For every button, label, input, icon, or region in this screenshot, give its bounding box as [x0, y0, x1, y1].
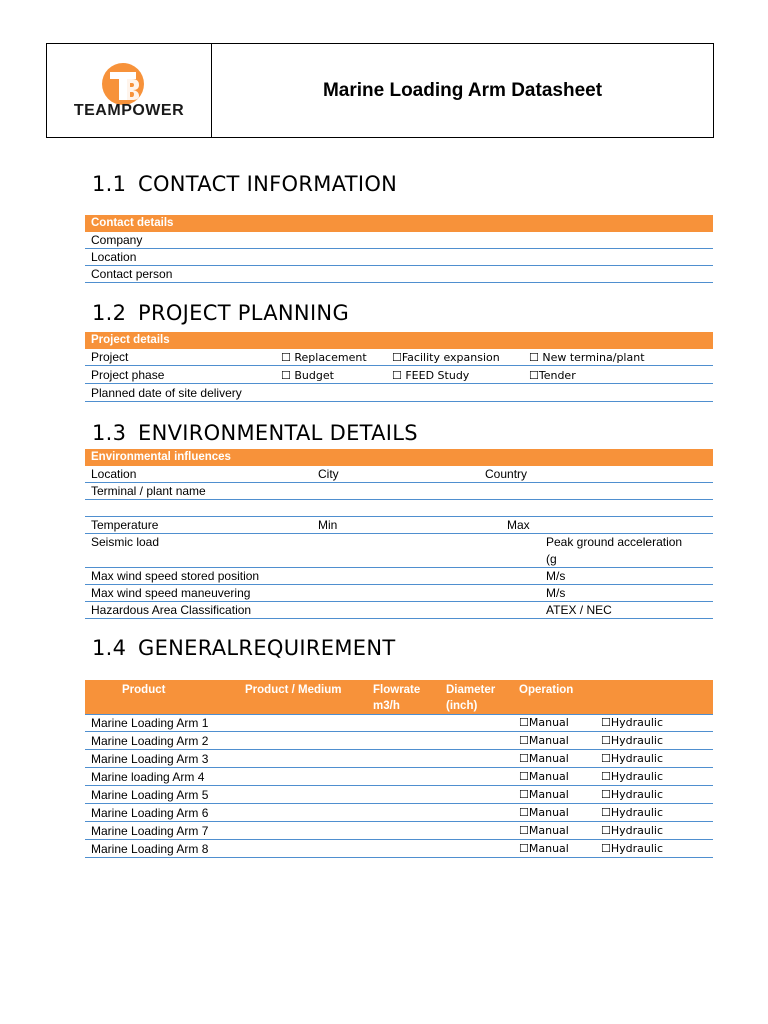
table-row	[85, 840, 713, 858]
col-operation: Operation	[519, 684, 574, 696]
manual-checkbox[interactable]: ☐Manual	[519, 752, 569, 765]
budget-checkbox[interactable]: ☐ Budget	[281, 369, 334, 382]
section-number: 1.4	[92, 636, 127, 660]
table-row	[85, 714, 713, 732]
hydraulic-checkbox[interactable]: ☐Hydraulic	[601, 770, 664, 783]
col-diameter-unit: (inch)	[446, 700, 478, 712]
contact-details-band: Contact details	[85, 215, 713, 232]
section-heading-project	[92, 301, 349, 325]
hydraulic-checkbox[interactable]: ☐Hydraulic	[601, 806, 664, 819]
replacement-checkbox[interactable]: ☐ Replacement	[281, 351, 367, 364]
col-flowrate: Flowrate	[373, 684, 421, 696]
hydraulic-checkbox[interactable]: ☐Hydraulic	[601, 752, 664, 765]
section-number: 1.1	[92, 172, 127, 196]
product-name: Marine Loading Arm 1	[91, 716, 209, 730]
section-title: ENVIRONMENTAL DETAILS	[138, 421, 418, 445]
delivery-date-row[interactable]	[85, 385, 713, 402]
row-label: Max wind speed maneuvering	[91, 586, 251, 600]
env-location-row[interactable]	[85, 466, 713, 483]
new-terminal-checkbox[interactable]: ☐ New termina/plant	[529, 351, 645, 364]
requirements-table-header	[85, 680, 713, 715]
section-heading-general-requirement	[92, 636, 395, 660]
table-row	[85, 822, 713, 840]
product-name: Marine Loading Arm 7	[91, 824, 209, 838]
temperature-row[interactable]	[85, 517, 713, 534]
hydraulic-checkbox[interactable]: ☐Hydraulic	[601, 716, 664, 729]
row-label: Company	[91, 233, 143, 247]
manual-checkbox[interactable]: ☐Manual	[519, 716, 569, 729]
row-label: Hazardous Area Classification	[91, 603, 252, 617]
manual-checkbox[interactable]: ☐Manual	[519, 842, 569, 855]
manual-checkbox[interactable]: ☐Manual	[519, 788, 569, 801]
project-phase-row	[85, 367, 713, 384]
row-label: Location	[91, 250, 137, 264]
col-flowrate-unit: m3/h	[373, 700, 400, 712]
project-row	[85, 349, 713, 366]
hydraulic-checkbox[interactable]: ☐Hydraulic	[601, 734, 664, 747]
terminal-name-row[interactable]	[85, 483, 713, 500]
facility-expansion-checkbox[interactable]: ☐Facility expansion	[392, 351, 500, 364]
product-name: Marine Loading Arm 5	[91, 788, 209, 802]
environmental-influences-band: Environmental influences	[85, 449, 713, 466]
wind-maneuvering-row[interactable]	[85, 585, 713, 602]
city-label: City	[318, 467, 339, 481]
hydraulic-checkbox[interactable]: ☐Hydraulic	[601, 788, 664, 801]
col-product: Product	[122, 684, 166, 696]
product-name: Marine Loading Arm 2	[91, 734, 209, 748]
row-label: Terminal / plant name	[91, 484, 206, 498]
table-row	[85, 804, 713, 822]
logo-text: TEAMPOWER	[73, 102, 185, 119]
contact-row-contact-person[interactable]	[85, 266, 713, 283]
product-name: Marine loading Arm 4	[91, 770, 205, 784]
seismic-load-row[interactable]	[85, 534, 713, 568]
country-label: Country	[485, 467, 528, 481]
logo-cell	[47, 44, 212, 137]
section-heading-environment	[92, 421, 418, 445]
unit-label: M/s	[546, 586, 566, 600]
product-name: Marine Loading Arm 3	[91, 752, 209, 766]
col-product-medium: Product / Medium	[245, 684, 342, 696]
hazardous-area-row[interactable]	[85, 602, 713, 619]
project-details-band: Project details	[85, 332, 713, 349]
document-header	[46, 43, 714, 138]
row-label: Project phase	[91, 368, 165, 382]
section-title: GENERALREQUIREMENT	[138, 636, 396, 660]
product-name: Marine Loading Arm 8	[91, 842, 209, 856]
empty-row[interactable]	[85, 500, 713, 517]
peak-ground-acceleration-unit: (g	[546, 552, 557, 566]
row-label: Temperature	[91, 518, 159, 532]
table-row	[85, 768, 713, 786]
peak-ground-acceleration-label: Peak ground acceleration	[546, 535, 683, 549]
unit-label: M/s	[546, 569, 566, 583]
manual-checkbox[interactable]: ☐Manual	[519, 824, 569, 837]
row-label: Project	[91, 350, 129, 364]
table-row	[85, 750, 713, 768]
row-label: Seismic load	[91, 535, 160, 549]
manual-checkbox[interactable]: ☐Manual	[519, 806, 569, 819]
tender-checkbox[interactable]: ☐Tender	[529, 369, 576, 382]
contact-row-location[interactable]	[85, 249, 713, 266]
table-row	[85, 786, 713, 804]
row-label: Contact person	[91, 267, 173, 281]
row-label: Max wind speed stored position	[91, 569, 260, 583]
section-title: PROJECT PLANNING	[138, 301, 350, 325]
manual-checkbox[interactable]: ☐Manual	[519, 734, 569, 747]
hydraulic-checkbox[interactable]: ☐Hydraulic	[601, 824, 664, 837]
section-title: CONTACT INFORMATION	[138, 172, 398, 196]
section-number: 1.2	[92, 301, 127, 325]
max-label: Max	[507, 518, 530, 532]
hydraulic-checkbox[interactable]: ☐Hydraulic	[601, 842, 664, 855]
wind-stored-row[interactable]	[85, 568, 713, 585]
row-label: Location	[91, 467, 137, 481]
document-title: Marine Loading Arm Datasheet	[322, 80, 603, 101]
row-label: Planned date of site delivery	[91, 386, 242, 400]
min-label: Min	[318, 518, 338, 532]
table-row	[85, 732, 713, 750]
product-name: Marine Loading Arm 6	[91, 806, 209, 820]
unit-label: ATEX / NEC	[546, 603, 612, 617]
contact-row-company[interactable]	[85, 232, 713, 249]
col-diameter: Diameter	[446, 684, 496, 696]
manual-checkbox[interactable]: ☐Manual	[519, 770, 569, 783]
section-heading-contact	[92, 172, 397, 196]
section-number: 1.3	[92, 421, 127, 445]
feed-study-checkbox[interactable]: ☐ FEED Study	[392, 369, 470, 382]
